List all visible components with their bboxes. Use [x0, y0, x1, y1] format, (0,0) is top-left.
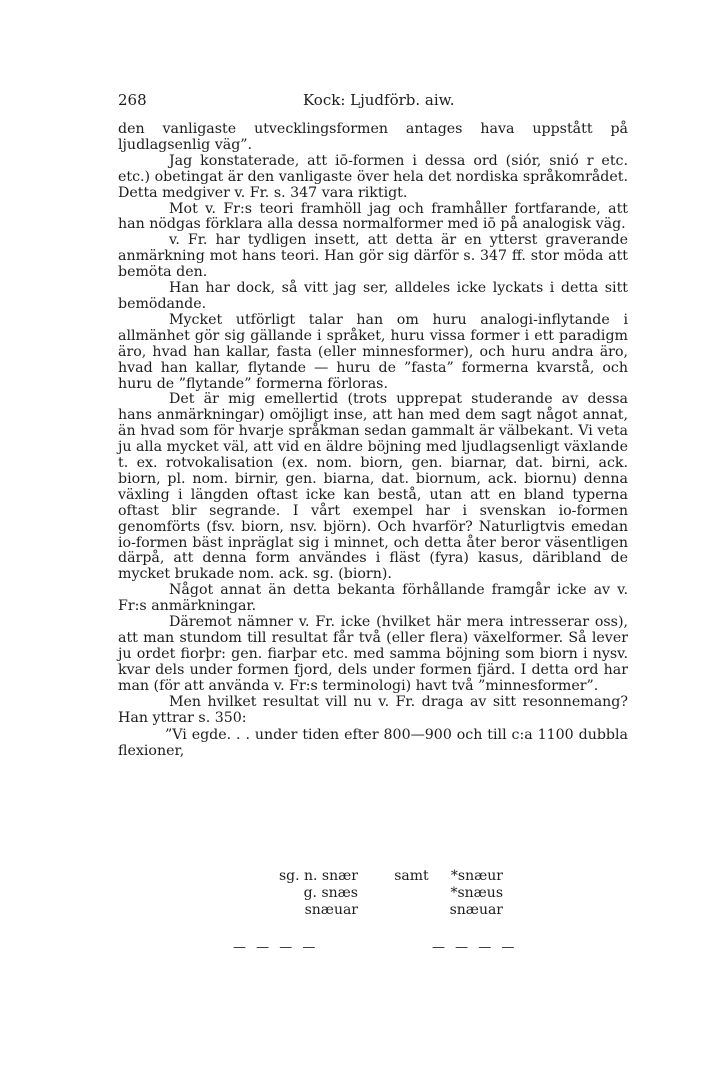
samt-label: samt [394, 868, 429, 884]
form-right-1: *snæus [450, 885, 503, 901]
paragraph-1: Jag konstaterade, att iō-formen i dessa ord (siór, snió r etc. etc.) obetingat är den vanligaste över hela det nordiska språkområdet. Detta medgiver v. Fr. s. 347 vara riktigt. [118, 152, 628, 201]
main-text [118, 122, 628, 760]
forms-left-column [238, 868, 358, 919]
form-right-0: samt *snæur [394, 868, 503, 884]
paragraph-2: Mot v. Fr:s teori framhöll jag och framhåller fortfarande, att han nödgas förklara alla dessa normalformer med iō på analogisk väg. [118, 200, 628, 233]
paragraph-5: Mycket utförligt talar han om huru analogi-inflytande i allmänhet gör sig gällande i språket, huru vissa former i ett paradigm äro, hvad han kallar, fasta (eller minnesformer), och huru andra äro, hvad han kallar, flytande — huru de ”fasta” formerna kvarstå, och huru de ”flytande” formerna förloras. [118, 311, 628, 392]
form-left-2: snæuar [304, 902, 358, 918]
quotation: ”Vi egde. . . under tiden efter 800—900 och till c:a 1100 dubbla flexioner, [118, 727, 628, 760]
paragraph-3: v. Fr. har tydligen insett, att detta är en ytterst graverande anmärkning mot hans teori. Han gör sig därför s. 347 ff. stor möda att bemöta den. [118, 232, 628, 281]
page-number: 268 [118, 91, 147, 109]
dash-row-left: — — — — [233, 940, 319, 955]
paragraph-6: Det är mig emellertid (trots upprepat studerande av dessa hans anmärkningar) omöjligt inse, att han med dem sagt något annat, än hvad som för hvarje språkman sedan gammalt är välbekant. Vi veta ju alla mycket väl, att vid en äldre böjning med ljudlagsenligt växlande t. ex. rotvokalisation (ex. nom. biorn, gen. biarnar, dat. birni, ack. biorn, pl. nom. birnir, gen. biarna, dat. biornum, ack. biornu) denna växling i längden oftast icke kan bestå, utan att en bland typerna oftast blir segrande. I vårt exempel har i svenskan io-formen genomförts (fsv. biorn, nsv. björn). Och hvarför? Naturligtvis emedan io-formen bäst inpräglat sig i minnet, och detta åter beror väsentligen därpå, att denna form användes i fläst (fyra) kasus, däribland de mycket brukade nom. ack. sg. (biorn). [118, 391, 628, 583]
paragraph-8: Däremot nämner v. Fr. icke (hvilket här mera intresserar oss), att man stundom till resultat får två (eller flera) växelformer. Så lever ju ordet fiorþr: gen. fiarþar etc. med samma böjning som biorn i nysv. kvar dels under formen fjord, dels under formen fjärd. I detta ord har man (för att använda v. Fr:s terminologi) havt två ”minnesformer”. [118, 614, 628, 694]
paragraph-0: den vanligaste utvecklingsformen antages hava uppstått på ljudlagsenlig väg”. [118, 121, 628, 153]
paragraph-9: Men hvilket resultat vill nu v. Fr. draga av sitt resonnemang? Han yttrar s. 350: [118, 693, 628, 726]
form-left-0: sg. n. snær [278, 868, 358, 884]
page-header [118, 91, 628, 113]
forms-right-column [383, 868, 503, 919]
running-title: Kock: Ljudförb. aiw. [303, 91, 455, 109]
form-right-2: snæuar [449, 902, 503, 918]
dash-row-right: — — — — [432, 940, 518, 955]
paragraph-7: Något annat än detta bekanta förhållande framgår icke av v. Fr:s anmärkningar. [118, 582, 628, 615]
form-left-1: g. snæs [303, 885, 358, 901]
inflection-table [118, 868, 628, 948]
paragraph-4: Han har dock, så vitt jag ser, alldeles icke lyckats i detta sitt bemödande. [118, 280, 628, 312]
